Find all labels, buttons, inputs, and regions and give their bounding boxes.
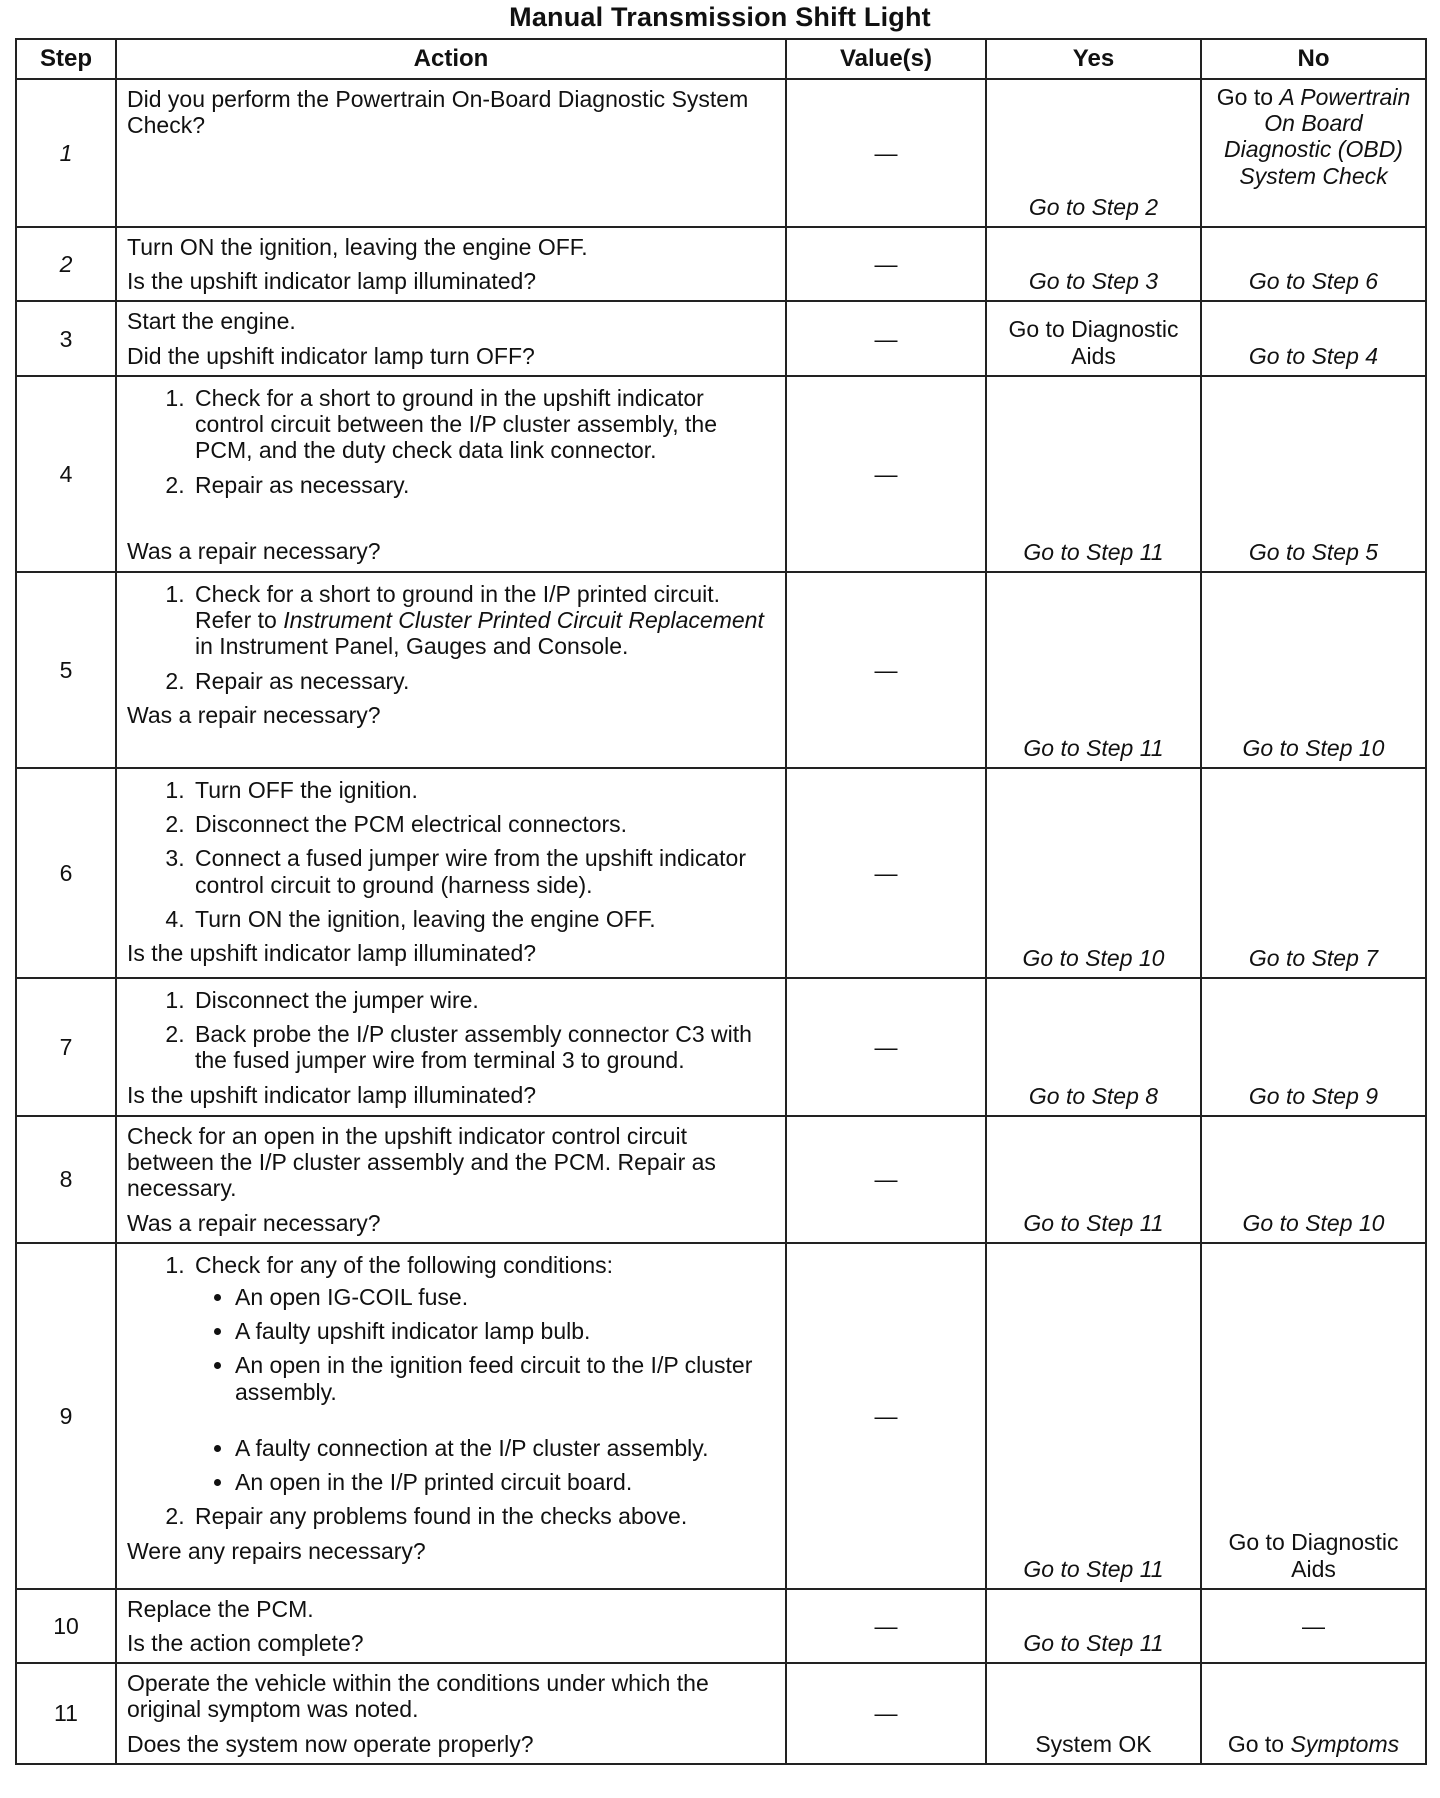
table-row — [16, 768, 1426, 978]
value-cell: — — [786, 79, 986, 227]
action-question: Is the upshift indicator lamp illuminated? — [127, 1081, 537, 1108]
no-cell: Go to Step 6 — [1201, 227, 1426, 301]
procedure-text: in Instrument Panel, Gauges and Console. — [195, 633, 629, 660]
header-yes: Yes — [986, 39, 1201, 79]
procedure-item: 2. Repair as necessary. — [191, 668, 777, 694]
value-cell: — — [786, 978, 986, 1116]
procedure-item: 1. Check for a short to ground in the upshift indicator control circuit between the I/P cluster assembly, the PCM, and the duty check data link connector. — [191, 385, 777, 464]
no-text: Go to — [1227, 1730, 1291, 1757]
value-cell: — — [786, 572, 986, 768]
value-cell: — — [786, 1589, 986, 1663]
yes-cell: Go to Step 11 — [986, 1116, 1201, 1243]
no-cell: Go to Step 4 — [1201, 301, 1426, 375]
procedure-item — [191, 581, 777, 660]
condition-item: • A faulty upshift indicator lamp bulb. — [235, 1318, 777, 1344]
table-row — [16, 1243, 1426, 1589]
condition-item: • An open in the ignition feed circuit to the I/P cluster assembly. — [235, 1352, 777, 1404]
no-cell: Go to Step 10 — [1201, 1116, 1426, 1243]
value-cell: — — [786, 301, 986, 375]
procedure-item: 2. Disconnect the PCM electrical connectors. — [191, 811, 777, 837]
procedure-item: 1. Disconnect the jumper wire. — [191, 987, 777, 1013]
yes-cell: Go to Step 11 — [986, 1589, 1201, 1663]
action-question: Were any repairs necessary? — [127, 1537, 426, 1564]
procedure-list — [127, 581, 777, 694]
step-number: 8 — [16, 1116, 116, 1243]
action-text: Start the engine. — [127, 308, 296, 335]
step-number: 9 — [16, 1243, 116, 1589]
yes-cell: Go to Diagnostic Aids — [986, 301, 1201, 375]
table-row — [16, 572, 1426, 768]
header-step: Step — [16, 39, 116, 79]
step-number: 4 — [16, 376, 116, 572]
action-question: Is the upshift indicator lamp illuminated? — [127, 268, 537, 295]
procedure-list — [127, 385, 777, 498]
action-question: Did the upshift indicator lamp turn OFF? — [127, 342, 535, 369]
action-question: Is the upshift indicator lamp illuminated? — [127, 939, 537, 966]
table-title: Manual Transmission Shift Light — [509, 2, 931, 32]
no-cell: — — [1201, 1589, 1426, 1663]
table-row — [16, 978, 1426, 1116]
action-text: Turn ON the ignition, leaving the engine OFF. — [127, 234, 588, 260]
action-text: Did you perform the Powertrain On-Board Diagnostic System Check? — [127, 86, 749, 139]
action-question: Was a repair necessary? — [127, 537, 381, 564]
action-cell — [116, 1116, 786, 1243]
no-cell — [1201, 79, 1426, 227]
table-row — [16, 301, 1426, 375]
condition-item: • A faulty connection at the I/P cluster assembly. — [235, 1435, 777, 1461]
procedure-item: 1. Turn OFF the ignition. — [191, 777, 777, 803]
yes-cell: System OK — [986, 1663, 1201, 1764]
diagnostic-table — [15, 38, 1427, 1765]
action-question: Was a repair necessary? — [127, 1209, 381, 1236]
header-action: Action — [116, 39, 786, 79]
action-cell — [116, 572, 786, 768]
procedure-list — [127, 1252, 777, 1530]
action-question: Was a repair necessary? — [127, 701, 381, 728]
step-number: 11 — [16, 1663, 116, 1764]
procedure-text: Check for a short to ground in the I/P printed circuit. Refer to — [195, 580, 721, 634]
yes-cell: Go to Step 11 — [986, 376, 1201, 572]
yes-cell: Go to Step 2 — [986, 79, 1201, 227]
no-link-text: A Powertrain On Board Diagnostic (OBD) System Check — [1224, 84, 1411, 189]
step-number: 1 — [16, 79, 116, 227]
procedure-item — [191, 1252, 777, 1496]
no-cell: Go to Step 9 — [1201, 978, 1426, 1116]
action-text: Replace the PCM. — [127, 1595, 314, 1622]
action-cell — [116, 227, 786, 301]
yes-cell: Go to Step 3 — [986, 227, 1201, 301]
condition-item: • An open IG-COIL fuse. — [235, 1284, 777, 1310]
action-text: Operate the vehicle within the conditions under which the original symptom was noted. — [127, 1670, 709, 1723]
action-text: Check for an open in the upshift indicator control circuit between the I/P cluster assembly and the PCM. Repair as necessary. — [127, 1122, 716, 1202]
value-cell: — — [786, 227, 986, 301]
action-question: Is the action complete? — [127, 1629, 364, 1656]
table-row — [16, 1116, 1426, 1243]
table-row — [16, 1663, 1426, 1764]
header-values: Value(s) — [786, 39, 986, 79]
value-cell: — — [786, 376, 986, 572]
reference-text: Instrument Cluster Printed Circuit Replacement — [283, 607, 764, 634]
table-header-row — [16, 39, 1426, 79]
no-cell: Go to Step 10 — [1201, 572, 1426, 768]
procedure-item: 4. Turn ON the ignition, leaving the engine OFF. — [191, 906, 777, 932]
action-cell — [116, 978, 786, 1116]
table-row — [16, 227, 1426, 301]
procedure-item: 3. Connect a fused jumper wire from the upshift indicator control circuit to ground (harness side). — [191, 845, 777, 897]
step-number: 6 — [16, 768, 116, 978]
table-row — [16, 79, 1426, 227]
value-cell: — — [786, 1663, 986, 1764]
table-row — [16, 376, 1426, 572]
action-question: Does the system now operate properly? — [127, 1730, 534, 1757]
procedure-item: 2. Repair any problems found in the checks above. — [191, 1503, 777, 1529]
step-number: 3 — [16, 301, 116, 375]
step-number: 10 — [16, 1589, 116, 1663]
header-no: No — [1201, 39, 1426, 79]
step-number: 5 — [16, 572, 116, 768]
procedure-item: 2. Repair as necessary. — [191, 472, 777, 498]
condition-item: • An open in the I/P printed circuit board. — [235, 1469, 777, 1495]
procedure-item: 2. Back probe the I/P cluster assembly connector C3 with the fused jumper wire from terminal 3 to ground. — [191, 1021, 777, 1073]
condition-list — [195, 1284, 777, 1495]
action-cell — [116, 1589, 786, 1663]
no-cell: Go to Diagnostic Aids — [1201, 1243, 1426, 1589]
action-cell — [116, 376, 786, 572]
table-row — [16, 1589, 1426, 1663]
action-cell — [116, 1243, 786, 1589]
action-cell — [116, 79, 786, 227]
procedure-list — [127, 987, 777, 1074]
yes-cell: Go to Step 10 — [986, 768, 1201, 978]
yes-cell: Go to Step 11 — [986, 572, 1201, 768]
no-cell: Go to Step 5 — [1201, 376, 1426, 572]
procedure-text: Check for any of the following conditions: — [195, 1251, 614, 1278]
action-cell — [116, 301, 786, 375]
no-link-text: Symptoms — [1290, 1730, 1400, 1757]
step-number: 7 — [16, 978, 116, 1116]
value-cell: — — [786, 768, 986, 978]
action-cell — [116, 768, 786, 978]
yes-cell: Go to Step 8 — [986, 978, 1201, 1116]
procedure-list — [127, 777, 777, 932]
no-text: Go to — [1216, 84, 1280, 110]
action-cell — [116, 1663, 786, 1764]
value-cell: — — [786, 1243, 986, 1589]
yes-cell: Go to Step 11 — [986, 1243, 1201, 1589]
no-cell — [1201, 1663, 1426, 1764]
value-cell: — — [786, 1116, 986, 1243]
no-cell: Go to Step 7 — [1201, 768, 1426, 978]
step-number: 2 — [16, 227, 116, 301]
